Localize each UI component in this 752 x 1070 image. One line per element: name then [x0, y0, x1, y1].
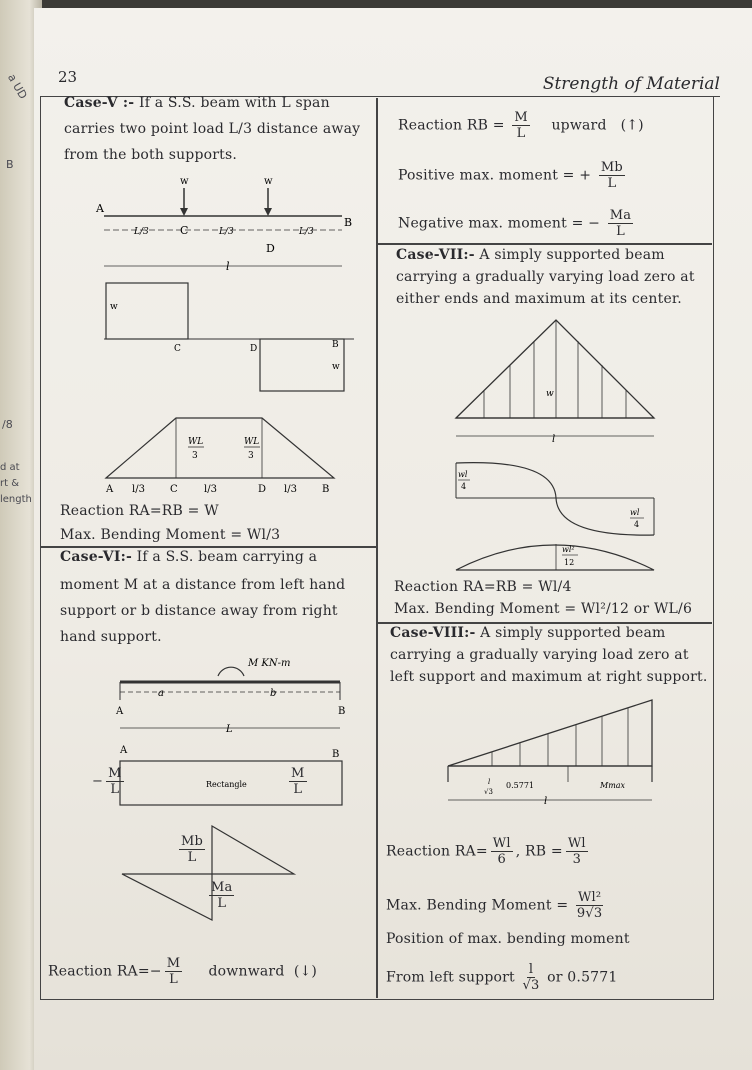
fraction: $\frac{l}{√3}$ — [522, 962, 540, 993]
span-label: l — [544, 796, 548, 807]
case6-line3: support or b distance away from right — [60, 603, 338, 619]
load-label: w — [180, 176, 189, 187]
span-label: l — [552, 434, 556, 445]
page-number: 23 — [58, 68, 78, 86]
case7-line2: carrying a gradually varying load zero at — [396, 269, 695, 285]
case8-reaction: Reaction RA= $\frac{Wl}{6}$ , RB = $\frac{Wl}{3}$ — [386, 836, 586, 867]
span-label: l — [226, 260, 230, 273]
sfd-value: wl — [630, 508, 640, 517]
mmax-label: Mmax — [600, 781, 626, 790]
case5-line2: carries two point load L/3 distance away — [64, 121, 361, 137]
case5-bmd — [104, 408, 374, 498]
load-label: w — [546, 389, 554, 399]
fraction: $\frac{M}{L}$ — [514, 110, 528, 141]
case6-line2: moment M at a distance from left hand — [60, 577, 346, 593]
point-label: C — [174, 344, 181, 354]
point-label: D — [266, 242, 275, 255]
case7-sfd — [454, 463, 664, 543]
span-label: L — [226, 724, 233, 735]
case7-bmd — [454, 538, 664, 578]
case5-line1: Case-V :- If a S.S. beam with L span — [64, 95, 330, 111]
case5-sfd — [104, 283, 364, 403]
fraction: $\frac{M}{L}$ — [166, 956, 181, 987]
case7-moment: Max. Bending Moment = Wl²/12 or WL/6 — [394, 601, 693, 617]
fraction: $\frac{\text{Wl²}}{9√3}$ — [576, 890, 603, 921]
bmd-value: 3 — [192, 451, 198, 461]
case8-line1: Case-VIII:- A simply supported beam — [390, 625, 666, 641]
rectangle-label: Rectangle — [206, 780, 247, 789]
margin-fragment: B — [6, 158, 14, 171]
dim-label: l/3 — [132, 484, 145, 495]
support-label: B — [344, 216, 353, 229]
dim-label: L/3 — [134, 227, 149, 237]
case8-moment: Max. Bending Moment = $\frac{\text{Wl²}}{9√3}$ — [386, 890, 603, 921]
rt-reaction: Reaction RB = $\frac{M}{L}$ upward (↑) — [398, 110, 644, 141]
position-frac: l — [488, 778, 491, 786]
support-label: A — [106, 484, 114, 495]
support-label: B — [338, 706, 346, 717]
dim-label: L/3 — [299, 227, 314, 237]
support-label: B — [322, 484, 330, 495]
case8-position: Position of max. bending moment — [386, 931, 630, 947]
fraction: $\frac{M}{L}$ — [291, 766, 305, 797]
dim-label: l/3 — [204, 484, 217, 495]
position-label: 0.5771 — [506, 781, 534, 790]
point-label: D — [250, 344, 258, 354]
case5-moment: Max. Bending Moment = Wl/3 — [60, 527, 281, 543]
column-divider — [376, 98, 378, 998]
case6-bmd-mb — [176, 834, 208, 865]
case7-line3: either ends and maximum at its center. — [396, 291, 682, 307]
case5-beam-diagram — [94, 168, 354, 278]
fraction: $\frac{M}{L}$ — [108, 766, 122, 797]
sfd-value: wl — [458, 470, 468, 479]
fraction: $\frac{Ma}{L}$ — [609, 208, 632, 239]
case6-line4: hand support. — [60, 629, 162, 645]
fraction: $\frac{Wl}{6}$ — [492, 836, 511, 867]
support-label: B — [332, 749, 340, 760]
case7-reaction: Reaction RA=RB = Wl/4 — [394, 579, 572, 595]
case8-load-diagram — [444, 698, 664, 808]
point-label: C — [180, 224, 189, 237]
running-head: Strength of Material — [542, 74, 720, 94]
support-label: B — [332, 340, 339, 350]
sfd-label: w — [110, 302, 118, 312]
case6-sfd-left: − $\frac{M}{L}$ — [92, 766, 122, 797]
dim-label: a — [158, 688, 164, 699]
case6-bmd — [118, 820, 318, 930]
fraction: $\frac{Ma}{L}$ — [211, 880, 233, 911]
case8-line3: left support and maximum at right support. — [390, 669, 708, 685]
support-label: A — [120, 745, 128, 756]
moment-label: M KN-m — [248, 658, 291, 669]
support-label: A — [116, 706, 124, 717]
case7-line1: Case-VII:- A simply supported beam — [396, 247, 665, 263]
fraction: $\frac{Mb}{L}$ — [600, 160, 623, 191]
case6-sfd — [114, 743, 354, 808]
bmd-value: 3 — [248, 451, 254, 461]
point-label: D — [258, 484, 267, 495]
bmd-value: WL — [188, 437, 204, 447]
margin-fragment: rt & — [0, 478, 20, 489]
load-label: w — [264, 176, 273, 187]
case6-reaction: Reaction RA=− $\frac{M}{L}$ downward (↓) — [48, 956, 318, 987]
dim-label: L/3 — [219, 227, 234, 237]
dim-label: l/3 — [284, 484, 297, 495]
bmd-value: wl² — [562, 545, 575, 554]
support-label: A — [96, 202, 104, 215]
case5-line3: from the both supports. — [64, 147, 237, 163]
case6-sfd-right — [286, 766, 310, 797]
bmd-value: 12 — [564, 558, 575, 567]
margin-fragment: length — [0, 494, 32, 505]
rt-negative-moment: Negative max. moment = − $\frac{Ma}{L}$ — [398, 208, 632, 239]
position-frac: √3 — [484, 788, 493, 796]
rt-positive-moment: Positive max. moment = + $\frac{Mb}{L}$ — [398, 160, 623, 191]
margin-fragment: d at — [0, 462, 20, 473]
sfd-value: 4 — [634, 520, 640, 529]
case7-load-diagram — [454, 318, 664, 453]
fraction: $\frac{Mb}{L}$ — [181, 834, 204, 865]
sfd-value: 4 — [461, 482, 467, 491]
case6-line1: Case-VI:- If a S.S. beam carrying a — [60, 549, 318, 565]
bmd-value: WL — [244, 437, 260, 447]
margin-fragment: /8 — [2, 418, 13, 431]
dim-label: b — [270, 688, 277, 699]
fraction: $\frac{Wl}{3}$ — [567, 836, 586, 867]
point-label: C — [170, 484, 178, 495]
case8-line2: carrying a gradually varying load zero at — [390, 647, 689, 663]
case5-reaction: Reaction RA=RB = W — [60, 503, 219, 519]
sfd-label: w — [332, 362, 340, 372]
case6-bmd-ma — [206, 880, 237, 911]
margin-fragment: a UD — [5, 71, 30, 102]
case6-beam-diagram — [114, 648, 354, 733]
case8-from-left: From left support $\frac{l}{√3}$ or 0.5771 — [386, 962, 618, 993]
book-page — [34, 8, 752, 1070]
